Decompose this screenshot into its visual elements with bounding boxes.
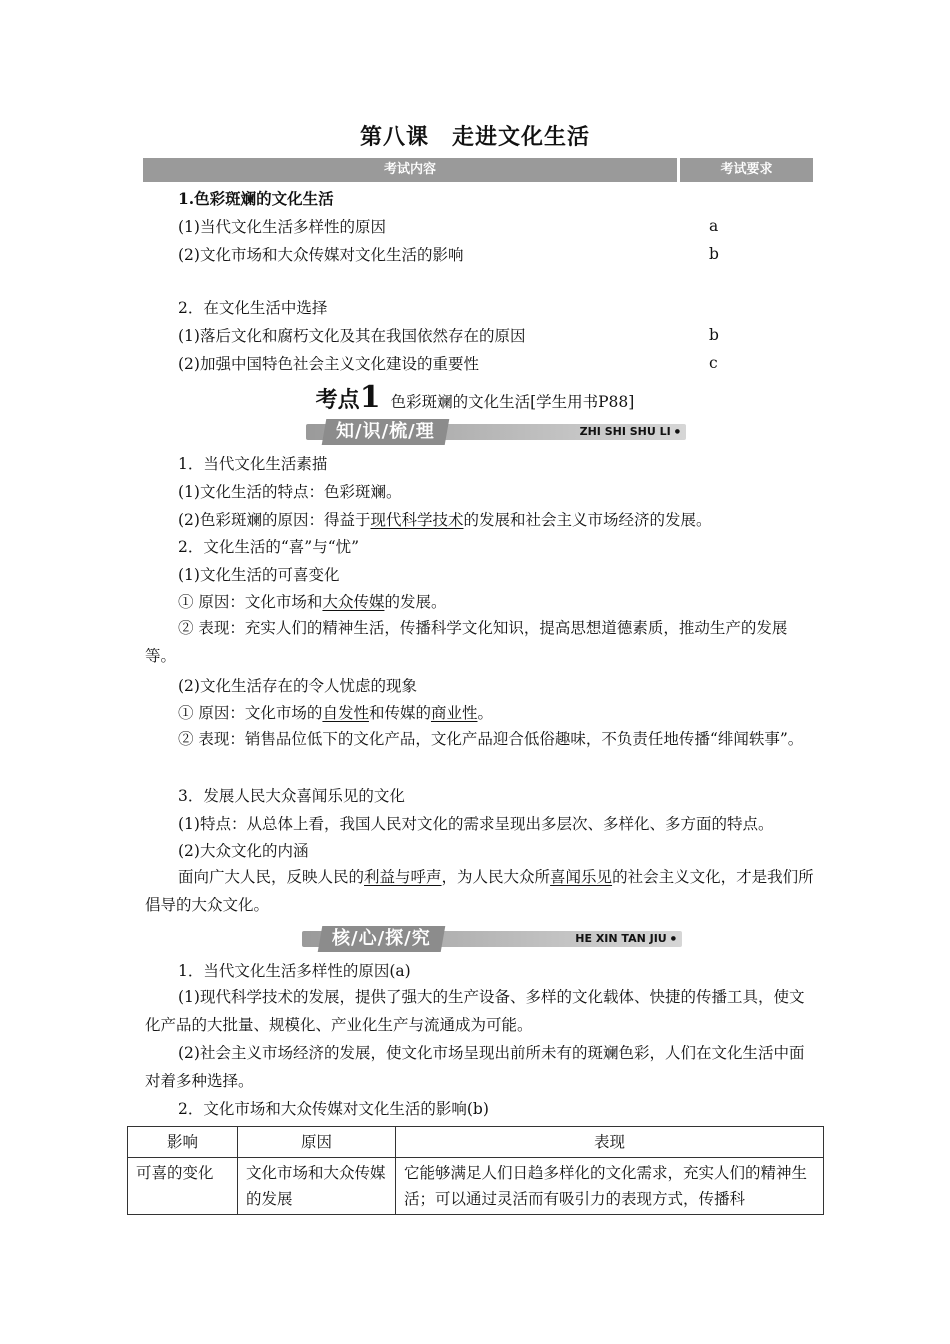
banner-english: ZHI SHI SHU LI ● [580,424,680,440]
text-line: 3．发展人民大众喜闻乐见的文化 [178,787,405,805]
table-cell: 文化市场和大众传媒的发展 [238,1158,396,1215]
lesson-title: 第八课 走进文化生活 [359,124,590,150]
exam-row-text: 2．在文化生活中选择 [178,299,328,317]
banner-english: HE XIN TAN JIU ● [575,931,676,947]
kaodian-number: 1 [359,380,381,415]
banner-label: 核/心/探/究 [332,928,431,949]
banner-label: 知/识/梳/理 [336,421,435,442]
text-line: 1．当代文化生活多样性的原因(a) [178,962,411,980]
influence-table [127,1126,824,1215]
text-line: (1)文化生活的可喜变化 [178,566,340,584]
text-line: 2．文化生活的“喜”与“忧” [178,538,360,556]
text-paragraph: (2)社会主义市场经济的发展，使文化市场呈现出前所未有的斑斓色彩，人们在文化生活中面对着多种选择。 [145,1044,805,1090]
text-line: 2．文化市场和大众传媒对文化生活的影响(b) [178,1100,489,1118]
underlined-answer: 利益与呼声 [364,868,442,886]
text-line: (2)色彩斑斓的原因：得益于现代科学技术的发展和社会主义市场经济的发展。 [178,511,712,529]
underlined-answer: 喜闻乐见 [550,868,613,886]
table-header-row [128,1127,824,1158]
text-line: (1)特点：从总体上看，我国人民对文化的需求呈现出多层次、多样化、多方面的特点。 [178,815,774,833]
section-banner-hexin [302,926,682,952]
section-banner-zhishi [306,419,686,445]
text-paragraph: ② 表现：销售品位低下的文化产品，文化产品迎合低俗趣味，不负责任地传播“绯闻轶事”。 [178,730,804,748]
text-line: ① 原因：文化市场的自发性和传媒的商业性。 [178,704,493,722]
table-cell: 它能够满足人们日趋多样化的文化需求，充实人们的精神生活；可以通过灵活而有吸引力的表现方式，传播科 [396,1158,824,1215]
exam-row-text: 1.色彩斑斓的文化生活 [178,189,334,208]
exam-content-header: 考试内容 [143,158,677,182]
table-row [128,1158,824,1215]
text-line: 1．当代文化生活素描 [178,455,328,473]
exam-row-req: b [709,326,719,344]
underlined-answer: 商业性 [430,704,478,722]
exam-row-text: (1)落后文化和腐朽文化及其在我国依然存在的原因 [178,327,526,345]
exam-requirement-header: 考试要求 [680,158,813,182]
text-line: ① 原因：文化市场和大众传媒的发展。 [178,593,447,611]
underlined-answer: 现代科学技术 [370,511,464,529]
kaodian-prefix: 考点 [315,388,360,413]
underlined-answer: 自发性 [322,704,369,722]
exam-row-req: c [709,354,718,372]
table-header-cell: 影响 [128,1127,238,1158]
table-header-cell: 原因 [238,1127,396,1158]
text-line: (1)文化生活的特点：色彩斑斓。 [178,483,402,501]
text-paragraph: 面向广大人民，反映人民的利益与呼声，为人民大众所喜闻乐见的社会主义文化，才是我们所倡导的大众文化。 [145,868,814,914]
underlined-answer: 大众传媒 [322,593,385,611]
exam-row-text: (2)加强中国特色社会主义文化建设的重要性 [178,355,479,373]
kaodian-heading [0,380,950,415]
exam-row-req: a [709,217,719,235]
text-line: (2)大众文化的内涵 [178,842,309,860]
text-paragraph: ② 表现：充实人们的精神生活，传播科学文化知识，提高思想道德素质，推动生产的发展等。 [145,619,788,665]
text-line: (2)文化生活存在的令人忧虑的现象 [178,677,417,695]
table-cell: 可喜的变化 [128,1158,238,1215]
exam-row-text: (1)当代文化生活多样性的原因 [178,218,386,236]
exam-row-req: b [709,245,719,263]
exam-row-text: (2)文化市场和大众传媒对文化生活的影响 [178,246,464,264]
table-header-cell: 表现 [396,1127,824,1158]
text-paragraph: (1)现代科学技术的发展，提供了强大的生产设备、多样的文化载体、快捷的传播工具，使文化产品的大批量、规模化、产业化生产与流通成为可能。 [145,988,805,1034]
kaodian-subtitle: 色彩斑斓的文化生活[学生用书P88] [390,393,635,411]
